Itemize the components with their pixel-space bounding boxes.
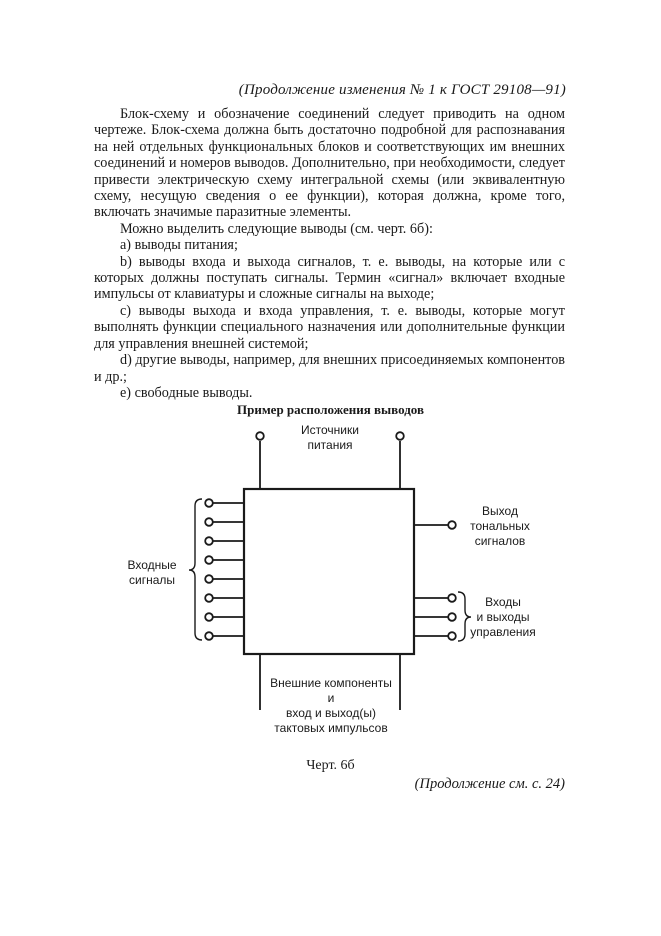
external-components-label: Внешние компоненты и вход и выход(ы) тактовых импульсов — [270, 676, 392, 735]
input-signal-pins — [205, 499, 244, 640]
tone-output-pin — [414, 521, 456, 529]
list-item-c: c) выводы выхода и входа управления, т. е. выводы, которые могут выполнять функции специального назначения или дополнительные функции для управления внешней системой; — [94, 302, 565, 352]
ic-body — [244, 489, 414, 654]
paragraph-pin-types-intro: Можно выделить следующие выводы (см. черт. 6б): — [120, 220, 433, 237]
figure-caption: Черт. 6б — [306, 758, 355, 773]
tone-output-label: Выход тональных сигналов — [470, 504, 530, 548]
continuation-header: (Продолжение изменения № 1 к ГОСТ 29108—91) — [238, 82, 566, 98]
list-item-a: а) выводы питания; — [120, 237, 238, 254]
continuation-footer: (Продолжение см. с. 24) — [414, 776, 565, 792]
control-pins — [414, 594, 456, 640]
list-item-d: d) другие выводы, например, для внешних присоединяемых компонентов и др.; — [94, 352, 565, 385]
list-item-b: b) выводы входа и выхода сигналов, т. е. выводы, на которые или с которых должны поступать сигналы. Термин «сигнал» включает входные импульсы от клавиатуры и сложные сигналы на выходе; — [94, 253, 565, 303]
control-io-label: Входы и выходы управления — [470, 595, 536, 639]
input-signals-label: Входные сигналы — [127, 558, 177, 587]
figure-title: Пример расположения выводов — [236, 402, 424, 417]
list-item-e: e) свободные выводы. — [120, 384, 253, 401]
paragraph-block-diagram: Блок-схему и обозначение соединений следует приводить на одном чертеже. Блок-схема должна быть достаточно подробной для распознавания на ней отдельных функциональных блоков и соответствующих им внешних соединений и номеров выводов. Дополнительно, при необходимости, следует привести электрическую схему интегральной схемы (или эквивалентную схему, несущую сведения о ее функции), которая должна, кроме того, включать значимые паразитные элементы. — [94, 106, 565, 221]
input-brace — [189, 499, 202, 640]
power-sources-label: Источники питания — [301, 423, 359, 452]
